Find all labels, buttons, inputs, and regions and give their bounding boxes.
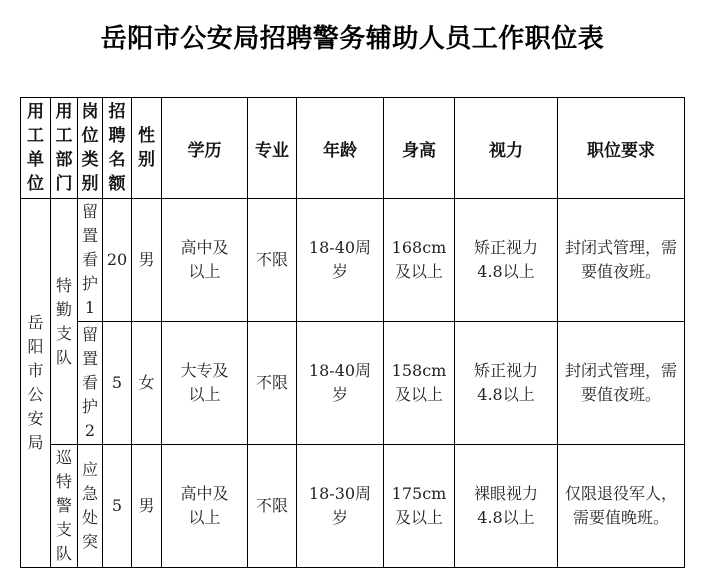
cell-gender: 女 bbox=[132, 322, 162, 445]
header-quota: 招聘名额 bbox=[103, 98, 132, 199]
header-category: 岗位类别 bbox=[78, 98, 103, 199]
header-unit: 用工单位 bbox=[21, 98, 51, 199]
cell-category: 应急处突 bbox=[78, 445, 103, 568]
cell-age: 18-40周岁 bbox=[297, 322, 384, 445]
cell-major: 不限 bbox=[248, 322, 297, 445]
cell-age: 18-40周岁 bbox=[297, 199, 384, 322]
cell-gender: 男 bbox=[132, 199, 162, 322]
cell-education: 高中及以上 bbox=[162, 199, 248, 322]
header-gender: 性别 bbox=[132, 98, 162, 199]
cell-vision: 矫正视力4.8以上 bbox=[455, 199, 558, 322]
table-row bbox=[21, 445, 685, 568]
cell-requirements: 封闭式管理，需要值夜班。 bbox=[558, 322, 685, 445]
cell-quota: 5 bbox=[103, 322, 132, 445]
cell-gender: 男 bbox=[132, 445, 162, 568]
header-row bbox=[21, 98, 685, 199]
cell-vision: 矫正视力4.8以上 bbox=[455, 322, 558, 445]
cell-age: 18-30周岁 bbox=[297, 445, 384, 568]
table-row bbox=[21, 199, 685, 322]
header-major: 专业 bbox=[248, 98, 297, 199]
header-vision: 视力 bbox=[455, 98, 558, 199]
header-age: 年龄 bbox=[297, 98, 384, 199]
table-row bbox=[21, 322, 685, 445]
cell-category: 留置看护1 bbox=[78, 199, 103, 322]
cell-category: 留置看护2 bbox=[78, 322, 103, 445]
cell-unit: 岳阳市公安局 bbox=[21, 199, 51, 568]
cell-vision: 裸眼视力4.8以上 bbox=[455, 445, 558, 568]
cell-education: 大专及以上 bbox=[162, 322, 248, 445]
cell-requirements: 封闭式管理，需要值夜班。 bbox=[558, 199, 685, 322]
cell-height: 175cm及以上 bbox=[384, 445, 455, 568]
cell-quota: 20 bbox=[103, 199, 132, 322]
cell-dept: 特勤支队 bbox=[51, 199, 78, 445]
header-dept: 用工部门 bbox=[51, 98, 78, 199]
cell-height: 158cm及以上 bbox=[384, 322, 455, 445]
header-requirements: 职位要求 bbox=[558, 98, 685, 199]
cell-dept: 巡特警支队 bbox=[51, 445, 78, 568]
page-title: 岳阳市公安局招聘警务辅助人员工作职位表 bbox=[100, 24, 605, 54]
cell-education: 高中及以上 bbox=[162, 445, 248, 568]
cell-requirements: 仅限退役军人，需要值晚班。 bbox=[558, 445, 685, 568]
cell-major: 不限 bbox=[248, 199, 297, 322]
header-education: 学历 bbox=[162, 98, 248, 199]
job-positions-table bbox=[20, 97, 685, 568]
cell-major: 不限 bbox=[248, 445, 297, 568]
cell-quota: 5 bbox=[103, 445, 132, 568]
header-height: 身高 bbox=[384, 98, 455, 199]
cell-height: 168cm及以上 bbox=[384, 199, 455, 322]
